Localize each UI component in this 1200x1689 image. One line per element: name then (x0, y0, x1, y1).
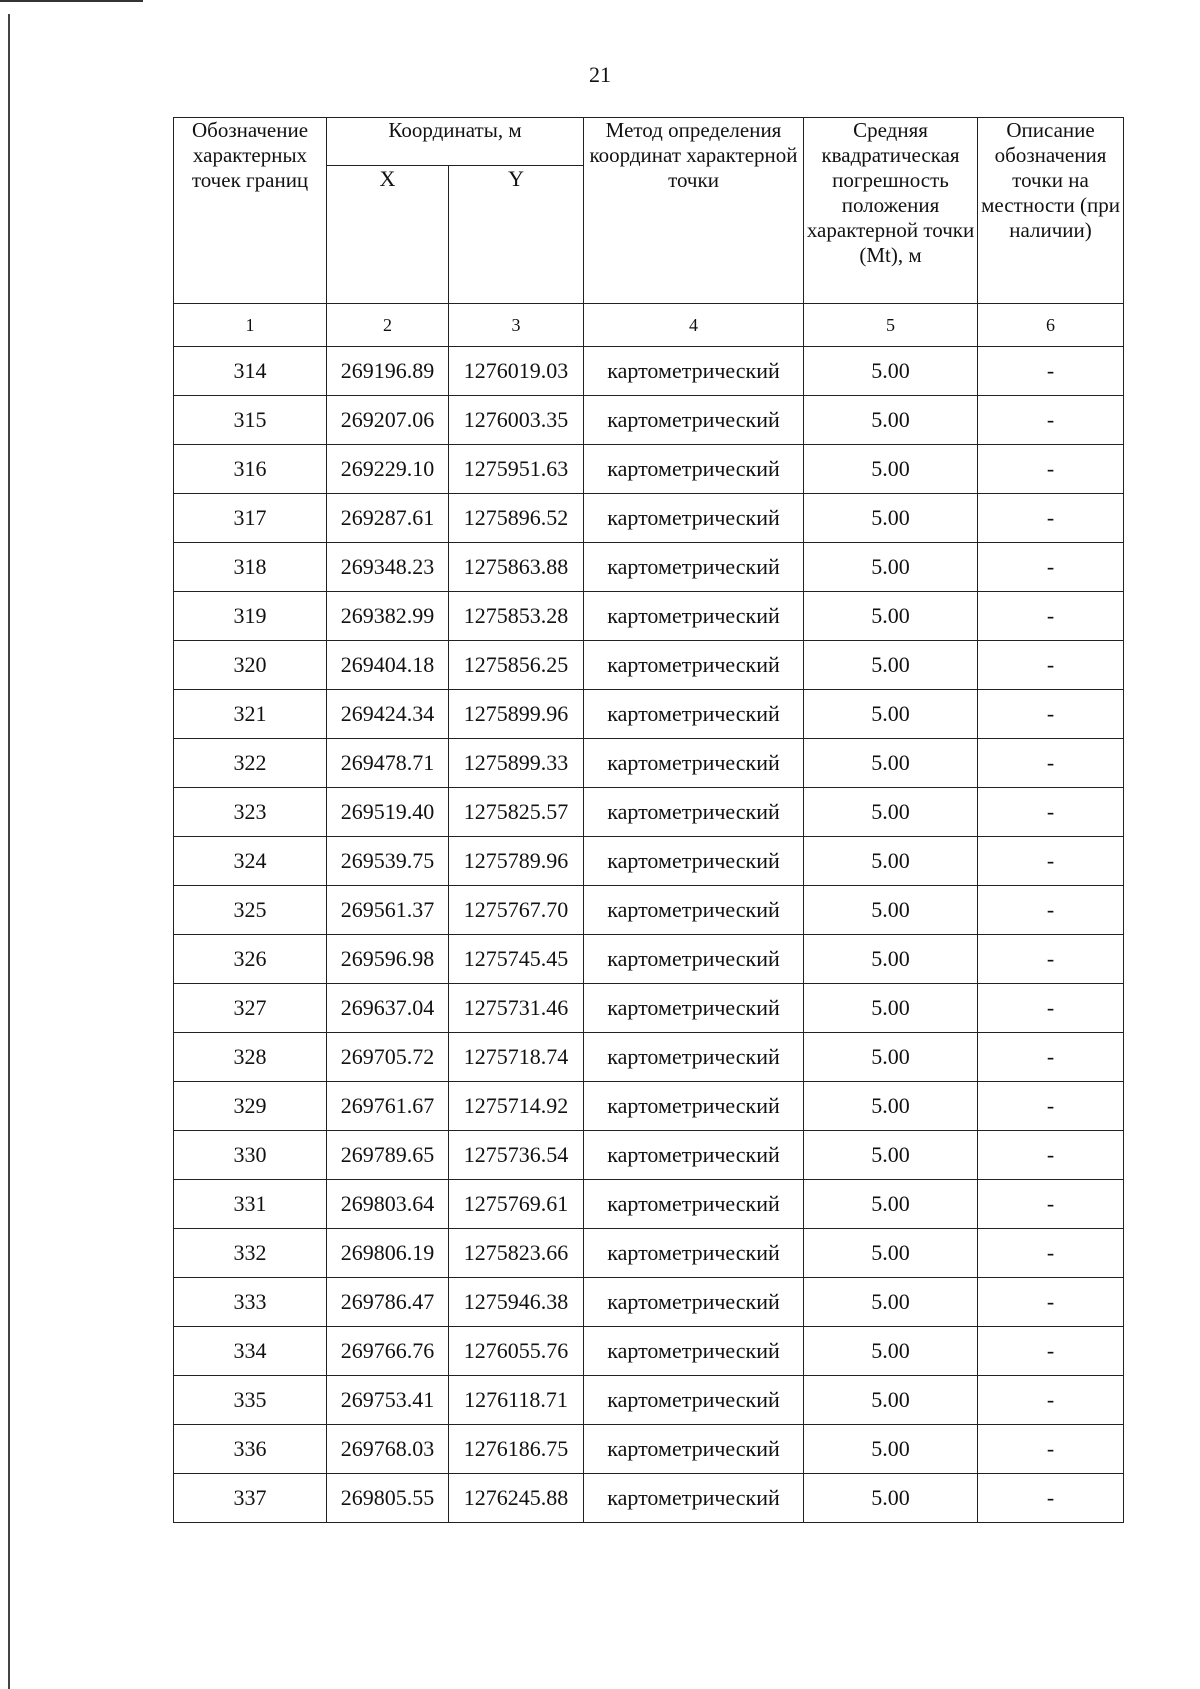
y-cell: 1275789.96 (449, 837, 584, 886)
point-cell: 314 (174, 347, 327, 396)
table-row (174, 1180, 1124, 1229)
point-cell: 337 (174, 1474, 327, 1523)
method-cell: картометрический (584, 1425, 804, 1474)
y-cell: 1275767.70 (449, 886, 584, 935)
column-number: 1 (174, 304, 327, 347)
table-row (174, 1278, 1124, 1327)
description-cell: - (978, 1229, 1124, 1278)
method-cell: картометрический (584, 1474, 804, 1523)
table-row (174, 739, 1124, 788)
method-cell: картометрический (584, 1229, 804, 1278)
column-number: 6 (978, 304, 1124, 347)
point-cell: 323 (174, 788, 327, 837)
header-y: Y (449, 166, 584, 304)
method-cell: картометрический (584, 1131, 804, 1180)
method-cell: картометрический (584, 396, 804, 445)
description-cell: - (978, 1327, 1124, 1376)
table-row (174, 984, 1124, 1033)
method-cell: картометрический (584, 641, 804, 690)
mt-cell: 5.00 (804, 1082, 978, 1131)
description-cell: - (978, 347, 1124, 396)
description-cell: - (978, 1180, 1124, 1229)
x-cell: 269789.65 (327, 1131, 449, 1180)
mt-cell: 5.00 (804, 1474, 978, 1523)
description-cell: - (978, 592, 1124, 641)
method-cell: картометрический (584, 1278, 804, 1327)
x-cell: 269404.18 (327, 641, 449, 690)
table-body (174, 347, 1124, 1523)
x-cell: 269287.61 (327, 494, 449, 543)
y-cell: 1275856.25 (449, 641, 584, 690)
table-row (174, 641, 1124, 690)
point-cell: 336 (174, 1425, 327, 1474)
x-cell: 269753.41 (327, 1376, 449, 1425)
x-cell: 269637.04 (327, 984, 449, 1033)
mt-cell: 5.00 (804, 1033, 978, 1082)
point-cell: 334 (174, 1327, 327, 1376)
point-cell: 319 (174, 592, 327, 641)
point-cell: 318 (174, 543, 327, 592)
mt-cell: 5.00 (804, 1131, 978, 1180)
method-cell: картометрический (584, 347, 804, 396)
method-cell: картометрический (584, 1376, 804, 1425)
table-row (174, 1376, 1124, 1425)
y-cell: 1275736.54 (449, 1131, 584, 1180)
x-cell: 269424.34 (327, 690, 449, 739)
point-cell: 330 (174, 1131, 327, 1180)
header-designation: Обозначение характерных точек границ (174, 118, 327, 304)
scan-edge-top (0, 0, 143, 2)
description-cell: - (978, 837, 1124, 886)
mt-cell: 5.00 (804, 347, 978, 396)
table-row (174, 1131, 1124, 1180)
description-cell: - (978, 886, 1124, 935)
point-cell: 316 (174, 445, 327, 494)
x-cell: 269766.76 (327, 1327, 449, 1376)
method-cell: картометрический (584, 1082, 804, 1131)
table-row (174, 1033, 1124, 1082)
method-cell: картометрический (584, 788, 804, 837)
table-row (174, 445, 1124, 494)
point-cell: 329 (174, 1082, 327, 1131)
method-cell: картометрический (584, 494, 804, 543)
y-cell: 1275745.45 (449, 935, 584, 984)
x-cell: 269561.37 (327, 886, 449, 935)
description-cell: - (978, 1131, 1124, 1180)
mt-cell: 5.00 (804, 935, 978, 984)
point-cell: 317 (174, 494, 327, 543)
method-cell: картометрический (584, 592, 804, 641)
mt-cell: 5.00 (804, 984, 978, 1033)
x-cell: 269348.23 (327, 543, 449, 592)
header-coordinates: Координаты, м (327, 118, 584, 166)
column-number: 2 (327, 304, 449, 347)
mt-cell: 5.00 (804, 739, 978, 788)
table-row (174, 935, 1124, 984)
method-cell: картометрический (584, 543, 804, 592)
table-row (174, 494, 1124, 543)
y-cell: 1275853.28 (449, 592, 584, 641)
y-cell: 1276019.03 (449, 347, 584, 396)
description-cell: - (978, 445, 1124, 494)
column-number-row (174, 304, 1124, 347)
mt-cell: 5.00 (804, 1425, 978, 1474)
point-cell: 324 (174, 837, 327, 886)
x-cell: 269596.98 (327, 935, 449, 984)
mt-cell: 5.00 (804, 1278, 978, 1327)
column-number: 5 (804, 304, 978, 347)
x-cell: 269478.71 (327, 739, 449, 788)
x-cell: 269539.75 (327, 837, 449, 886)
mt-cell: 5.00 (804, 494, 978, 543)
table-row (174, 690, 1124, 739)
mt-cell: 5.00 (804, 1229, 978, 1278)
x-cell: 269768.03 (327, 1425, 449, 1474)
point-cell: 328 (174, 1033, 327, 1082)
header-method: Метод определения координат характерной точки (584, 118, 804, 304)
point-cell: 332 (174, 1229, 327, 1278)
header-description: Описание обозначения точки на местности (при наличии) (978, 118, 1124, 304)
coordinates-table (173, 117, 1124, 1523)
y-cell: 1275946.38 (449, 1278, 584, 1327)
method-cell: картометрический (584, 886, 804, 935)
x-cell: 269382.99 (327, 592, 449, 641)
description-cell: - (978, 1425, 1124, 1474)
point-cell: 320 (174, 641, 327, 690)
y-cell: 1276118.71 (449, 1376, 584, 1425)
y-cell: 1275951.63 (449, 445, 584, 494)
mt-cell: 5.00 (804, 886, 978, 935)
description-cell: - (978, 396, 1124, 445)
point-cell: 321 (174, 690, 327, 739)
y-cell: 1275899.96 (449, 690, 584, 739)
x-cell: 269786.47 (327, 1278, 449, 1327)
y-cell: 1275731.46 (449, 984, 584, 1033)
y-cell: 1275714.92 (449, 1082, 584, 1131)
table-row (174, 347, 1124, 396)
method-cell: картометрический (584, 739, 804, 788)
description-cell: - (978, 1278, 1124, 1327)
description-cell: - (978, 788, 1124, 837)
mt-cell: 5.00 (804, 543, 978, 592)
mt-cell: 5.00 (804, 1327, 978, 1376)
table-row (174, 837, 1124, 886)
description-cell: - (978, 1082, 1124, 1131)
point-cell: 325 (174, 886, 327, 935)
column-number: 4 (584, 304, 804, 347)
description-cell: - (978, 1376, 1124, 1425)
y-cell: 1276055.76 (449, 1327, 584, 1376)
y-cell: 1275718.74 (449, 1033, 584, 1082)
mt-cell: 5.00 (804, 445, 978, 494)
description-cell: - (978, 690, 1124, 739)
method-cell: картометрический (584, 690, 804, 739)
point-cell: 335 (174, 1376, 327, 1425)
point-cell: 331 (174, 1180, 327, 1229)
point-cell: 327 (174, 984, 327, 1033)
x-cell: 269207.06 (327, 396, 449, 445)
y-cell: 1276186.75 (449, 1425, 584, 1474)
point-cell: 326 (174, 935, 327, 984)
x-cell: 269705.72 (327, 1033, 449, 1082)
table-row (174, 1327, 1124, 1376)
y-cell: 1275825.57 (449, 788, 584, 837)
method-cell: картометрический (584, 1180, 804, 1229)
y-cell: 1275823.66 (449, 1229, 584, 1278)
mt-cell: 5.00 (804, 1180, 978, 1229)
y-cell: 1275769.61 (449, 1180, 584, 1229)
x-cell: 269805.55 (327, 1474, 449, 1523)
mt-cell: 5.00 (804, 592, 978, 641)
y-cell: 1275863.88 (449, 543, 584, 592)
table-row (174, 1425, 1124, 1474)
header-error: Средняя квадратическая погрешность положения характерной точки (Mt), м (804, 118, 978, 304)
mt-cell: 5.00 (804, 1376, 978, 1425)
method-cell: картометрический (584, 837, 804, 886)
header-x: X (327, 166, 449, 304)
table-row (174, 886, 1124, 935)
scan-edge-left (8, 14, 10, 1689)
x-cell: 269229.10 (327, 445, 449, 494)
y-cell: 1276003.35 (449, 396, 584, 445)
table-row (174, 543, 1124, 592)
x-cell: 269761.67 (327, 1082, 449, 1131)
description-cell: - (978, 984, 1124, 1033)
table-row (174, 396, 1124, 445)
point-cell: 315 (174, 396, 327, 445)
mt-cell: 5.00 (804, 788, 978, 837)
x-cell: 269806.19 (327, 1229, 449, 1278)
page-number: 21 (589, 62, 611, 87)
description-cell: - (978, 543, 1124, 592)
description-cell: - (978, 739, 1124, 788)
x-cell: 269519.40 (327, 788, 449, 837)
mt-cell: 5.00 (804, 396, 978, 445)
y-cell: 1276245.88 (449, 1474, 584, 1523)
method-cell: картометрический (584, 1033, 804, 1082)
method-cell: картометрический (584, 1327, 804, 1376)
table-row (174, 1082, 1124, 1131)
description-cell: - (978, 1033, 1124, 1082)
mt-cell: 5.00 (804, 837, 978, 886)
y-cell: 1275896.52 (449, 494, 584, 543)
mt-cell: 5.00 (804, 690, 978, 739)
description-cell: - (978, 1474, 1124, 1523)
table-row (174, 592, 1124, 641)
mt-cell: 5.00 (804, 641, 978, 690)
x-cell: 269196.89 (327, 347, 449, 396)
point-cell: 333 (174, 1278, 327, 1327)
x-cell: 269803.64 (327, 1180, 449, 1229)
description-cell: - (978, 494, 1124, 543)
column-number: 3 (449, 304, 584, 347)
table-row (174, 1474, 1124, 1523)
method-cell: картометрический (584, 445, 804, 494)
method-cell: картометрический (584, 935, 804, 984)
point-cell: 322 (174, 739, 327, 788)
table-row (174, 1229, 1124, 1278)
table-row (174, 788, 1124, 837)
description-cell: - (978, 641, 1124, 690)
y-cell: 1275899.33 (449, 739, 584, 788)
method-cell: картометрический (584, 984, 804, 1033)
description-cell: - (978, 935, 1124, 984)
